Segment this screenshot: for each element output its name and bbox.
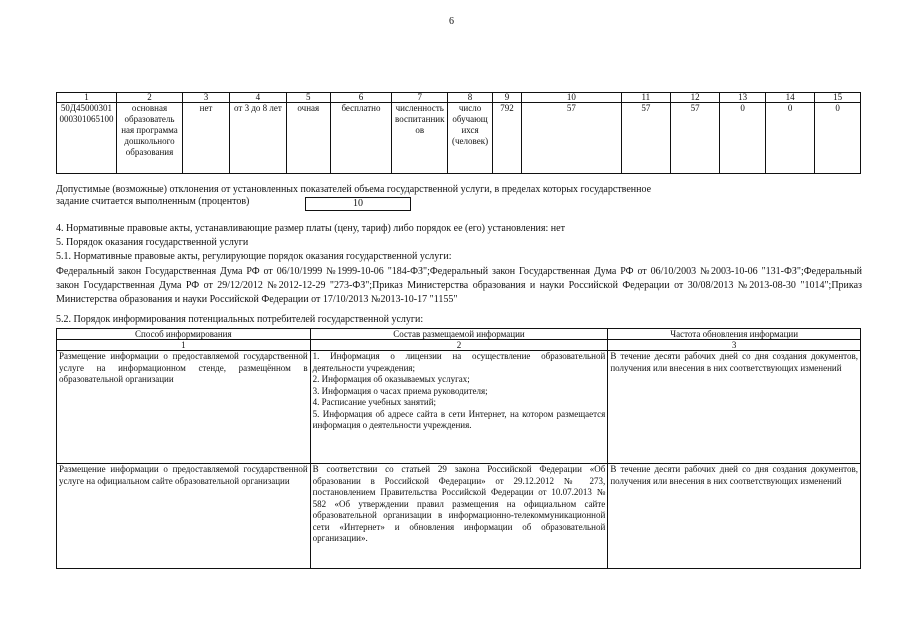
- col-number: 1: [57, 93, 117, 103]
- method-cell: Размещение информации о предоставляемой государственной услуге на официальном сайте образовательной организации: [57, 464, 311, 569]
- table-cell: 57: [522, 103, 622, 174]
- header-content: Состав размещаемой информации: [310, 329, 608, 340]
- content-line: 3. Информация о часах приема руководителя;: [312, 385, 488, 396]
- table-cell: 57: [621, 103, 670, 174]
- section-5-1-heading: 5.1. Нормативные правовые акты, регулирующие порядок оказания государственной услуги:: [56, 251, 452, 262]
- col-number: 15: [815, 93, 861, 103]
- table-cell: 0: [720, 103, 766, 174]
- program-cell: основная образователь ная программа дошкольного образования: [116, 103, 182, 174]
- content-line: 1. Информация о лицензии на осуществление образовательной деятельности учреждения;: [312, 351, 606, 373]
- frequency-cell: В течение десяти рабочих дней со дня создания документов, получения или внесения в них соответствующих изменений: [608, 464, 861, 569]
- col-number: 9: [492, 93, 521, 103]
- content-line: 4. Расписание учебных занятий;: [312, 397, 437, 407]
- deviation-text-line2: задание считается выполненным (процентов): [56, 196, 250, 207]
- table-cell: 0: [815, 103, 861, 174]
- table-cell: бесплатно: [330, 103, 392, 174]
- col-number: 5: [286, 93, 330, 103]
- table-cell: 57: [671, 103, 720, 174]
- section-5-heading: 5. Порядок оказания государственной услуги: [56, 237, 249, 248]
- table-row: [57, 103, 861, 174]
- table-cell: от 3 до 8 лет: [229, 103, 286, 174]
- header-method: Способ информирования: [57, 329, 311, 340]
- col-number: 12: [671, 93, 720, 103]
- table-cell: нет: [183, 103, 230, 174]
- method-cell: Размещение информации о предоставляемой государственной услуге на информационном стенде, размещённом в образовательной организации: [57, 351, 311, 464]
- deviation-value-box: 10: [305, 197, 411, 211]
- content-cell: [310, 351, 608, 464]
- table-cell: численность воспитанник ов: [392, 103, 448, 174]
- col-number: 11: [621, 93, 670, 103]
- col-number: 13: [720, 93, 766, 103]
- section-5-2-heading: 5.2. Порядок информирования потенциальных потребителей государственной услуги:: [56, 314, 424, 325]
- col-number: 6: [330, 93, 392, 103]
- page-number: 6: [449, 16, 454, 27]
- content-cell: В соответствии со статьей 29 закона Российской Федерации «Об образовании в Российской Федерации» от 29.12.2012 № 273, постановлением Правительства Российской Федерации от 10.07.2013 № 582 «Об утверждении правил размещения на официальном сайте образовательной организации в информационно-телекоммуникационной сети «Интернет» и обновления информации об образовательной организации».: [310, 464, 608, 569]
- table-cell: очная: [286, 103, 330, 174]
- frequency-cell: В течение десяти рабочих дней со дня создания документов, получения или внесения в них соответствующих изменений: [608, 351, 861, 464]
- information-table: [56, 328, 861, 569]
- col-number: 3: [608, 340, 861, 351]
- col-number: 10: [522, 93, 622, 103]
- table-row: [57, 351, 861, 464]
- table-cell: 792: [492, 103, 521, 174]
- table-cell: число обучающ ихся (человек): [448, 103, 493, 174]
- table-cell: 0: [765, 103, 814, 174]
- col-number: 14: [765, 93, 814, 103]
- registry-number-cell: 50Д45000301 000301065100: [57, 103, 117, 174]
- header-frequency: Частота обновления информации: [608, 329, 861, 340]
- col-number: 8: [448, 93, 493, 103]
- col-number: 7: [392, 93, 448, 103]
- col-number: 2: [116, 93, 182, 103]
- col-number: 3: [183, 93, 230, 103]
- deviation-text-line1: Допустимые (возможные) отклонения от установленных показателей объема государственной услуги, в пределах которых государственное: [56, 184, 652, 195]
- table-row: [57, 464, 861, 569]
- content-line: 2. Информация об оказываемых услугах;: [312, 374, 470, 384]
- content-line: 5. Информация об адресе сайта в сети Интернет, на котором размещается информация о деятельности учреждения.: [312, 408, 606, 430]
- col-number: 4: [229, 93, 286, 103]
- laws-list: Федеральный закон Государственная Дума РФ от 06/10/1999 №1999-10-06 "184-ФЗ";Федеральный закон Государственная Дума РФ от 06/10/2003 №2003-10-06 "131-ФЗ";Федеральный закон Государственная Дума РФ от 29/12/2012 №2012-12-29 "273-ФЗ";Приказ Министерства образования и науки Российской Федерации от 30/08/2013 №2013-08-30 "1014";Приказ Министерства образования и науки Российской Федерации от 17/10/2013 №2013-10-17 "1155": [56, 266, 862, 305]
- section-4-text: 4. Нормативные правовые акты, устанавливающие размер платы (цену, тариф) либо порядок ее (его) установления: нет: [56, 223, 565, 234]
- col-number: 1: [57, 340, 311, 351]
- col-number: 2: [310, 340, 608, 351]
- volume-indicator-table: [56, 92, 861, 174]
